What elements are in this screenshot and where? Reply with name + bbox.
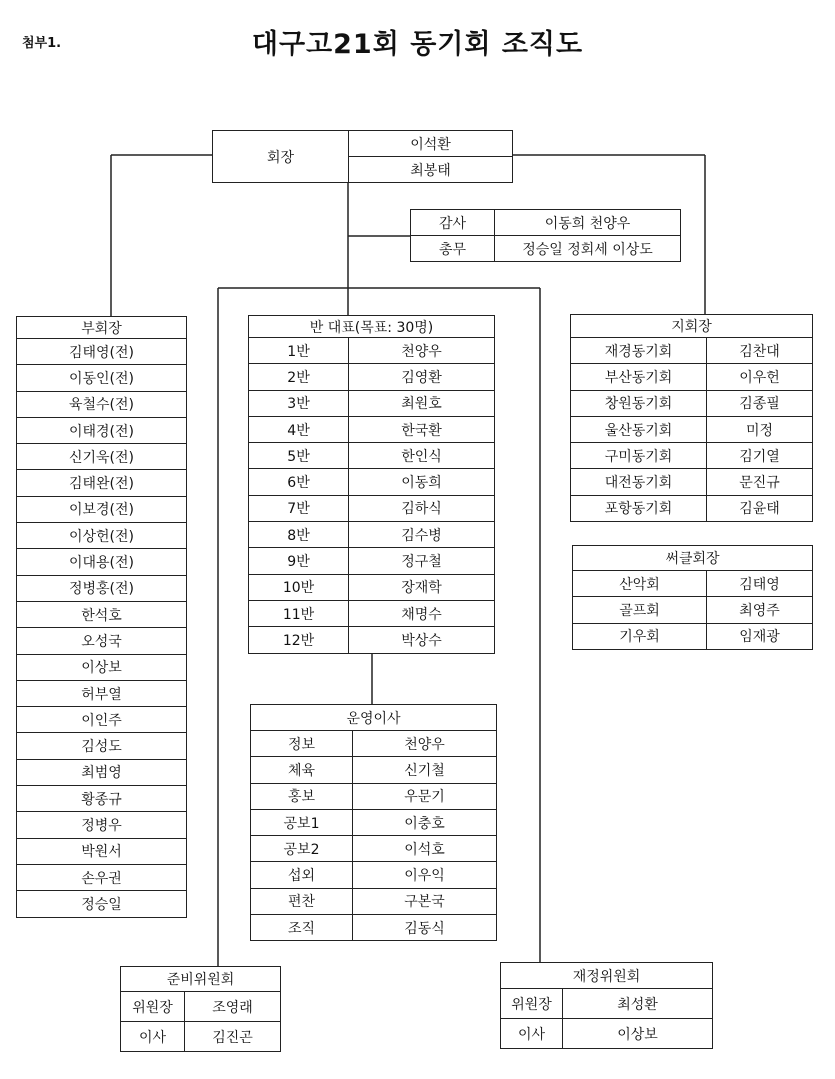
class-rep-name: 천양우 bbox=[349, 338, 495, 364]
vice-president-name: 이상보 bbox=[17, 654, 187, 680]
vice-president-name: 이대용(전) bbox=[17, 549, 187, 575]
vice-president-name: 이동인(전) bbox=[17, 365, 187, 391]
class-rep-name: 한국환 bbox=[349, 416, 495, 442]
operations-role: 공보1 bbox=[251, 809, 353, 835]
attachment-label: 첨부1. bbox=[22, 36, 62, 51]
president-name: 최봉태 bbox=[349, 157, 513, 183]
class-reps-box bbox=[248, 315, 495, 654]
president-name: 이석환 bbox=[349, 131, 513, 157]
audit-names: 이동희 천양우 bbox=[495, 210, 681, 236]
operations-name: 이우익 bbox=[353, 862, 497, 888]
operations-name: 우문기 bbox=[353, 783, 497, 809]
vice-president-name: 정승일 bbox=[17, 891, 187, 917]
class-rep-name: 최원호 bbox=[349, 390, 495, 416]
branch-head: 미정 bbox=[707, 416, 813, 442]
class-rep-name: 박상수 bbox=[349, 627, 495, 653]
club-name: 산악회 bbox=[573, 571, 707, 597]
vice-president-box bbox=[16, 316, 187, 918]
audit-role: 감사 bbox=[411, 210, 495, 236]
finance-committee-name: 이상보 bbox=[563, 1019, 713, 1049]
vice-president-name: 정병우 bbox=[17, 812, 187, 838]
branch-head: 문진규 bbox=[707, 469, 813, 495]
class-reps-header: 반 대표(목표: 30명) bbox=[249, 316, 495, 338]
vice-president-name: 육철수(전) bbox=[17, 391, 187, 417]
club-head: 임재광 bbox=[707, 623, 813, 649]
class-number: 4반 bbox=[249, 416, 349, 442]
class-number: 7반 bbox=[249, 495, 349, 521]
branch-box bbox=[570, 314, 813, 522]
branch-head: 이우헌 bbox=[707, 364, 813, 390]
vice-president-name: 황종규 bbox=[17, 786, 187, 812]
class-number: 8반 bbox=[249, 522, 349, 548]
prep-committee-role: 이사 bbox=[121, 1022, 185, 1052]
finance-committee-role: 이사 bbox=[501, 1019, 563, 1049]
vice-president-name: 허부열 bbox=[17, 680, 187, 706]
vice-president-name: 박원서 bbox=[17, 838, 187, 864]
club-name: 골프회 bbox=[573, 597, 707, 623]
branch-org: 구미동기회 bbox=[571, 443, 707, 469]
admin-names: 정승일 정회세 이상도 bbox=[495, 236, 681, 262]
class-number: 3반 bbox=[249, 390, 349, 416]
branch-org: 대전동기회 bbox=[571, 469, 707, 495]
class-number: 11반 bbox=[249, 600, 349, 626]
class-number: 5반 bbox=[249, 443, 349, 469]
class-rep-name: 장재학 bbox=[349, 574, 495, 600]
operations-role: 정보 bbox=[251, 731, 353, 757]
class-rep-name: 이동희 bbox=[349, 469, 495, 495]
operations-name: 이충호 bbox=[353, 809, 497, 835]
class-rep-name: 한인식 bbox=[349, 443, 495, 469]
operations-role: 체육 bbox=[251, 757, 353, 783]
club-name: 기우회 bbox=[573, 623, 707, 649]
class-number: 12반 bbox=[249, 627, 349, 653]
branch-head: 김기열 bbox=[707, 443, 813, 469]
president-label: 회장 bbox=[213, 131, 349, 183]
operations-name: 김동식 bbox=[353, 915, 497, 941]
class-rep-name: 채명수 bbox=[349, 600, 495, 626]
prep-committee-header: 준비위원회 bbox=[121, 967, 281, 992]
class-rep-name: 김수병 bbox=[349, 522, 495, 548]
operations-name: 신기철 bbox=[353, 757, 497, 783]
vice-president-name: 신기욱(전) bbox=[17, 444, 187, 470]
vice-president-name: 김태영(전) bbox=[17, 339, 187, 365]
operations-role: 섭외 bbox=[251, 862, 353, 888]
page-title: 대구고21회 동기회 조직도 bbox=[251, 29, 584, 60]
finance-committee-name: 최성환 bbox=[563, 989, 713, 1019]
prep-committee-role: 위원장 bbox=[121, 992, 185, 1022]
operations-role: 편찬 bbox=[251, 888, 353, 914]
vice-president-name: 이태경(전) bbox=[17, 417, 187, 443]
class-number: 2반 bbox=[249, 364, 349, 390]
vice-president-name: 김성도 bbox=[17, 733, 187, 759]
prep-committee-name: 조영래 bbox=[185, 992, 281, 1022]
branch-header: 지회장 bbox=[571, 315, 813, 338]
vice-president-header: 부회장 bbox=[17, 317, 187, 339]
prep-committee-name: 김진곤 bbox=[185, 1022, 281, 1052]
operations-name: 이석호 bbox=[353, 836, 497, 862]
vice-president-name: 이보경(전) bbox=[17, 496, 187, 522]
branch-org: 부산동기회 bbox=[571, 364, 707, 390]
class-number: 9반 bbox=[249, 548, 349, 574]
branch-org: 재경동기회 bbox=[571, 338, 707, 364]
class-rep-name: 김영환 bbox=[349, 364, 495, 390]
admin-role: 총무 bbox=[411, 236, 495, 262]
vice-president-name: 손우권 bbox=[17, 864, 187, 890]
branch-head: 김종필 bbox=[707, 390, 813, 416]
branch-head: 김찬대 bbox=[707, 338, 813, 364]
branch-org: 울산동기회 bbox=[571, 416, 707, 442]
branch-org: 창원동기회 bbox=[571, 390, 707, 416]
audit-admin-box bbox=[410, 209, 681, 262]
operations-role: 공보2 bbox=[251, 836, 353, 862]
operations-role: 조직 bbox=[251, 915, 353, 941]
club-head: 최영주 bbox=[707, 597, 813, 623]
finance-committee-header: 재정위원회 bbox=[501, 963, 713, 989]
branch-org: 포항동기회 bbox=[571, 495, 707, 521]
vice-president-name: 김태완(전) bbox=[17, 470, 187, 496]
vice-president-name: 정병홍(전) bbox=[17, 575, 187, 601]
class-rep-name: 김하식 bbox=[349, 495, 495, 521]
vice-president-name: 이상헌(전) bbox=[17, 523, 187, 549]
vice-president-name: 오성국 bbox=[17, 628, 187, 654]
vice-president-name: 한석호 bbox=[17, 601, 187, 627]
operations-role: 홍보 bbox=[251, 783, 353, 809]
vice-president-name: 최범영 bbox=[17, 759, 187, 785]
vice-president-name: 이인주 bbox=[17, 707, 187, 733]
operations-box bbox=[250, 704, 497, 941]
operations-name: 구본국 bbox=[353, 888, 497, 914]
class-rep-name: 정구철 bbox=[349, 548, 495, 574]
branch-head: 김윤태 bbox=[707, 495, 813, 521]
class-number: 6반 bbox=[249, 469, 349, 495]
operations-header: 운영이사 bbox=[251, 705, 497, 731]
finance-committee-box bbox=[500, 962, 713, 1049]
operations-name: 천양우 bbox=[353, 731, 497, 757]
president-box bbox=[212, 130, 513, 183]
prep-committee-box bbox=[120, 966, 281, 1052]
class-number: 10반 bbox=[249, 574, 349, 600]
club-head: 김태영 bbox=[707, 571, 813, 597]
clubs-box bbox=[572, 545, 813, 650]
finance-committee-role: 위원장 bbox=[501, 989, 563, 1019]
class-number: 1반 bbox=[249, 338, 349, 364]
clubs-header: 써클회장 bbox=[573, 546, 813, 571]
